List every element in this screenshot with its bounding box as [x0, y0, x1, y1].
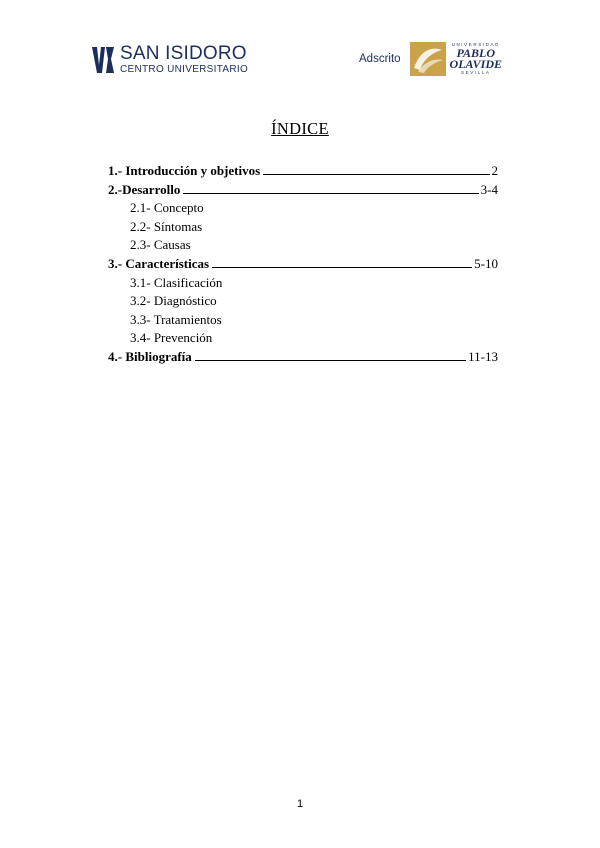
san-isidoro-logo	[90, 44, 248, 76]
toc-entry-label: 4.- Bibliografía	[108, 348, 192, 364]
logo-subtitle: CENTRO UNIVERSITARIO	[120, 64, 249, 75]
upo-name-2: OLAVIDE	[449, 57, 502, 71]
upo-wordmark	[450, 42, 502, 76]
toc-subentry	[108, 329, 498, 348]
upo-seal-icon	[410, 42, 446, 76]
toc-entry-page: 11-13	[468, 348, 498, 364]
toc-leader-line	[195, 348, 466, 361]
upo-logo-group	[359, 42, 502, 76]
toc-subentry	[108, 292, 498, 311]
toc-leader-line	[263, 162, 489, 175]
toc-subentry-label: 3.1- Clasificación	[130, 274, 223, 290]
toc-leader-line	[183, 181, 478, 194]
toc-entry-page: 2	[491, 163, 498, 178]
upo-bottom-text: SEVILLA	[461, 70, 491, 75]
toc-leader-line	[212, 255, 472, 268]
toc-subentry	[108, 199, 498, 218]
toc-entry	[108, 162, 498, 181]
page-number: 1	[296, 798, 304, 810]
table-of-contents	[108, 162, 498, 367]
toc-subentry	[108, 274, 498, 293]
upo-top-text: UNIVERSIDAD	[451, 42, 500, 47]
toc-subentry-label: 3.2- Diagnóstico	[130, 293, 217, 309]
page-title: ÍNDICE	[271, 119, 329, 138]
toc-entry-label: 3.- Características	[108, 255, 210, 271]
toc-subentry	[108, 236, 498, 255]
adscrito-label: Adscrito	[359, 53, 401, 65]
toc-entry-label: 1.- Introducción y objetivos	[108, 163, 261, 178]
logo-title: SAN ISIDORO	[120, 43, 247, 64]
san-isidoro-emblem-icon	[90, 45, 116, 75]
toc-subentry-label: 3.3- Tratamientos	[130, 311, 222, 327]
toc-entry-page: 5-10	[474, 255, 498, 271]
toc-subentry	[108, 218, 498, 237]
toc-entry-page: 3-4	[480, 181, 498, 197]
toc-entry-label: 2.-Desarrollo	[108, 181, 181, 197]
toc-subentry	[108, 311, 498, 330]
toc-entry	[108, 181, 498, 200]
toc-subentry-label: 2.2- Síntomas	[130, 218, 203, 234]
toc-entry	[108, 255, 498, 274]
toc-subentry-label: 2.1- Concepto	[130, 200, 204, 216]
toc-entry	[108, 348, 498, 367]
upo-name-1: PABLO	[456, 46, 495, 60]
toc-subentry-label: 3.4- Prevención	[130, 330, 213, 346]
toc-subentry-label: 2.3- Causas	[130, 237, 191, 253]
